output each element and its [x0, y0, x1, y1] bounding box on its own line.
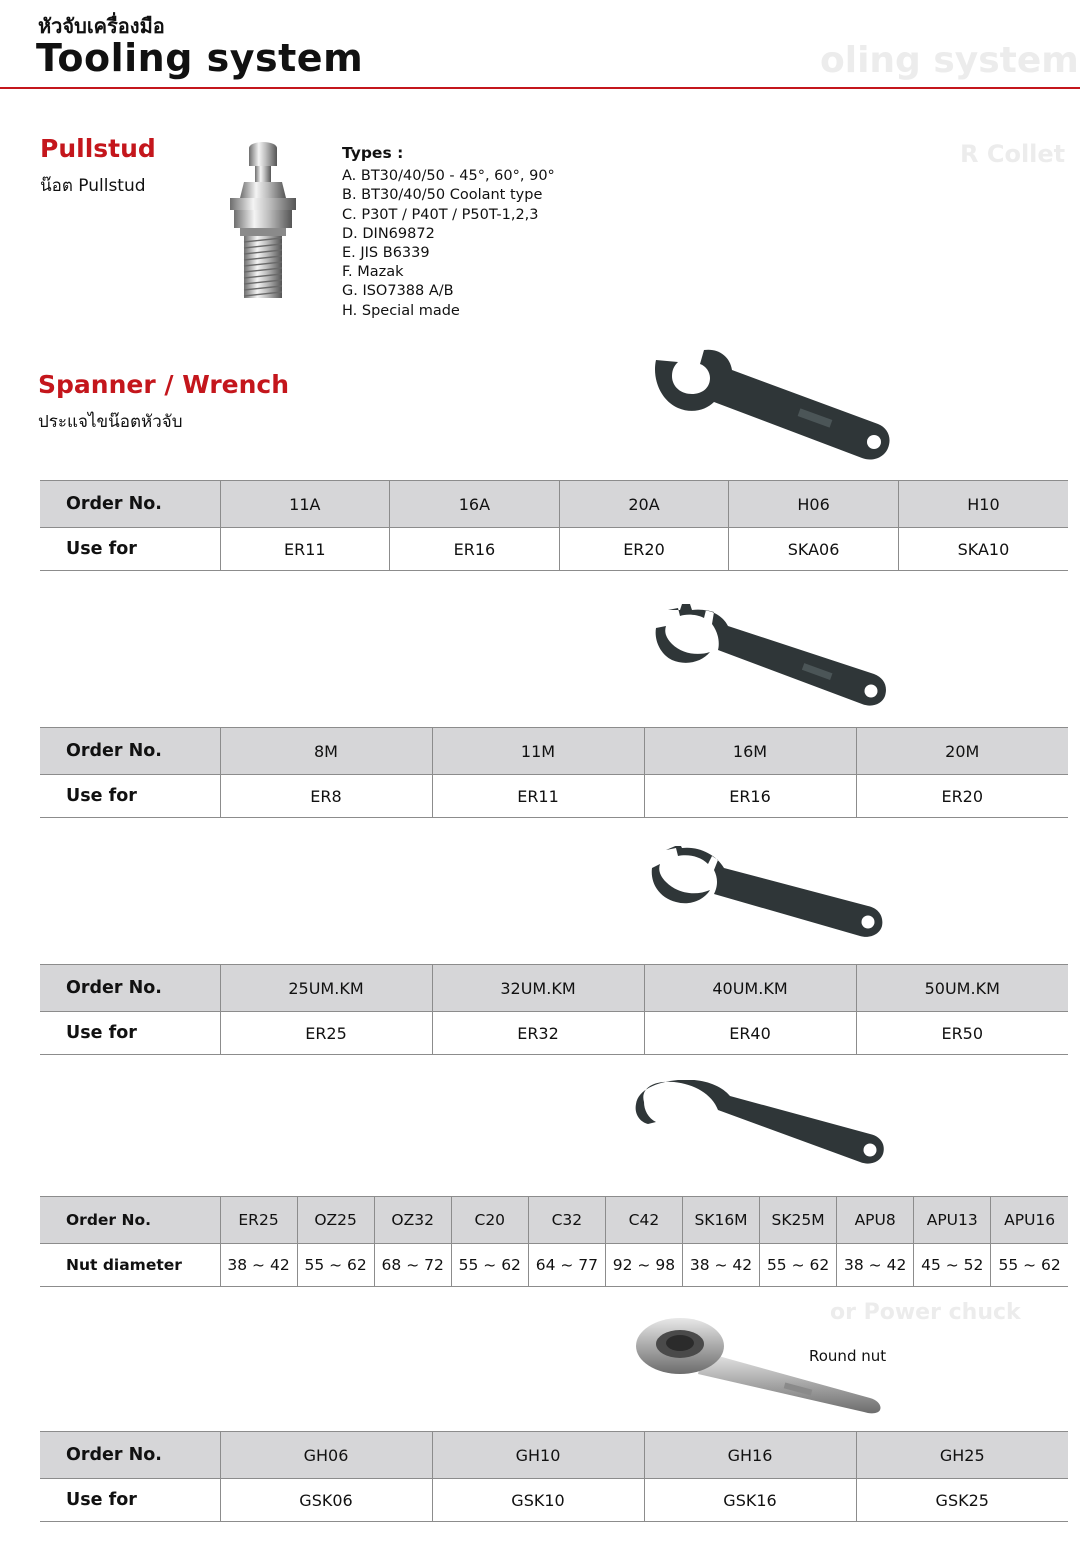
nut-diameter-cell: 55 ~ 62	[760, 1244, 837, 1287]
order-no-cell: C32	[528, 1197, 605, 1244]
type-item: D. DIN69872	[342, 225, 435, 242]
order-no-cell: 50UM.KM	[856, 965, 1068, 1012]
order-no-cell: 20M	[856, 728, 1068, 775]
row-label: Order No.	[40, 965, 220, 1012]
use-for-cell: GSK16	[644, 1479, 856, 1522]
ring-wrench-image	[634, 1316, 886, 1414]
nut-diameter-cell: 45 ~ 52	[914, 1244, 991, 1287]
order-no-cell: C20	[451, 1197, 528, 1244]
use-for-cell: ER50	[856, 1012, 1068, 1055]
order-no-cell: GH16	[644, 1432, 856, 1479]
nut-diameter-cell: 38 ~ 42	[220, 1244, 297, 1287]
order-no-cell: SK25M	[760, 1197, 837, 1244]
spanner-table-2	[40, 727, 1068, 818]
order-no-cell: 25UM.KM	[220, 965, 432, 1012]
order-no-cell: 8M	[220, 728, 432, 775]
order-no-cell: 40UM.KM	[644, 965, 856, 1012]
row-label: Use for	[40, 1012, 220, 1055]
use-for-cell: GSK25	[856, 1479, 1068, 1522]
nut-diameter-cell: 38 ~ 42	[837, 1244, 914, 1287]
order-no-cell: OZ25	[297, 1197, 374, 1244]
type-item: H. Special made	[342, 302, 460, 319]
pullstud-image	[222, 138, 304, 306]
order-no-cell: 16M	[644, 728, 856, 775]
nut-diameter-cell: 55 ~ 62	[297, 1244, 374, 1287]
row-label: Order No.	[40, 1432, 220, 1479]
order-no-cell: GH06	[220, 1432, 432, 1479]
spanner-table-1	[40, 480, 1068, 571]
ghost-background-text-2: R Collet	[960, 140, 1066, 168]
order-no-cell: OZ32	[374, 1197, 451, 1244]
use-for-cell: SKA10	[898, 528, 1068, 571]
spanner-subtitle: ประแจไขน๊อตหัวจับ	[38, 412, 183, 432]
row-label: Use for	[40, 1479, 220, 1522]
spanner-title: Spanner / Wrench	[38, 370, 290, 399]
type-item: A. BT30/40/50 - 45°, 60°, 90°	[342, 168, 555, 185]
row-label: Order No.	[40, 481, 220, 528]
use-for-cell: GSK06	[220, 1479, 432, 1522]
order-no-cell: ER25	[220, 1197, 297, 1244]
order-no-cell: GH25	[856, 1432, 1068, 1479]
nut-diameter-cell: 64 ~ 77	[528, 1244, 605, 1287]
type-item: G. ISO7388 A/B	[342, 283, 454, 300]
c-hook-wrench-image	[634, 1080, 888, 1180]
type-item: C. P30T / P40T / P50T-1,2,3	[342, 206, 539, 223]
type-item: B. BT30/40/50 Coolant type	[342, 187, 543, 204]
order-no-cell: 20A	[559, 481, 729, 528]
order-no-cell: 32UM.KM	[432, 965, 644, 1012]
use-for-cell: GSK10	[432, 1479, 644, 1522]
use-for-cell: ER20	[856, 775, 1068, 818]
use-for-cell: ER16	[390, 528, 560, 571]
pullstud-title: Pullstud	[40, 134, 156, 163]
nut-diameter-cell: 38 ~ 42	[682, 1244, 759, 1287]
use-for-cell: ER8	[220, 775, 432, 818]
order-no-cell: APU8	[837, 1197, 914, 1244]
spanner-table-4	[40, 1196, 1068, 1287]
nut-diameter-cell: 92 ~ 98	[605, 1244, 682, 1287]
header-thai-title: หัวจับเครื่องมือ	[38, 14, 165, 38]
use-for-cell: ER20	[559, 528, 729, 571]
pullstud-types-list	[342, 144, 555, 321]
order-no-cell: 16A	[390, 481, 560, 528]
use-for-cell: ER11	[432, 775, 644, 818]
row-label: Use for	[40, 528, 220, 571]
order-no-cell: H06	[729, 481, 899, 528]
ghost-background-text-3: or Power chuck	[830, 1300, 1021, 1325]
order-no-cell: APU16	[991, 1197, 1068, 1244]
order-no-cell: 11M	[432, 728, 644, 775]
use-for-cell: ER16	[644, 775, 856, 818]
header-divider	[0, 87, 1080, 89]
row-label: Order No.	[40, 728, 220, 775]
use-for-cell: ER11	[220, 528, 390, 571]
types-label: Types :	[342, 144, 404, 162]
spanner-table-3	[40, 964, 1068, 1055]
use-for-cell: ER40	[644, 1012, 856, 1055]
type-item: E. JIS B6339	[342, 245, 430, 262]
order-no-cell: GH10	[432, 1432, 644, 1479]
open-end-wrench-image	[648, 348, 892, 460]
use-for-cell: SKA06	[729, 528, 899, 571]
order-no-cell: 11A	[220, 481, 390, 528]
use-for-cell: ER32	[432, 1012, 644, 1055]
row-label: Nut diameter	[40, 1244, 220, 1287]
type-item: F. Mazak	[342, 264, 404, 281]
pullstud-subtitle: น๊อต Pullstud	[40, 176, 146, 196]
row-label: Order No.	[40, 1197, 220, 1244]
order-no-cell: H10	[898, 481, 1068, 528]
nut-diameter-cell: 55 ~ 62	[991, 1244, 1068, 1287]
spanner-table-5	[40, 1431, 1068, 1522]
hook-wrench-um-image	[648, 846, 886, 944]
use-for-cell: ER25	[220, 1012, 432, 1055]
pin-wrench-image	[652, 604, 888, 712]
ghost-background-text: oling system	[820, 40, 1079, 81]
nut-diameter-cell: 68 ~ 72	[374, 1244, 451, 1287]
row-label: Use for	[40, 775, 220, 818]
round-nut-label: Round nut	[809, 1347, 887, 1365]
order-no-cell: C42	[605, 1197, 682, 1244]
order-no-cell: APU13	[914, 1197, 991, 1244]
order-no-cell: SK16M	[682, 1197, 759, 1244]
nut-diameter-cell: 55 ~ 62	[451, 1244, 528, 1287]
page-title: Tooling system	[36, 36, 364, 80]
